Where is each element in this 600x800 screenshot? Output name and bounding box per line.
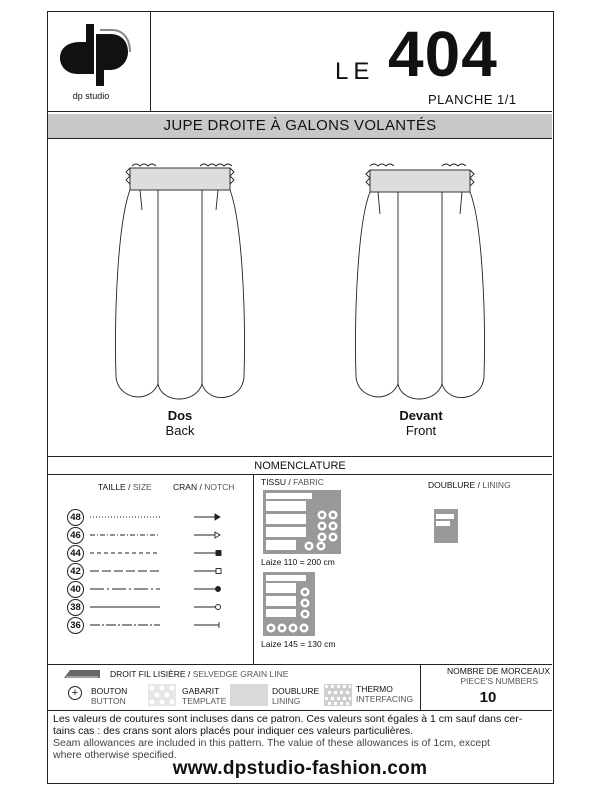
fabric-layout-145 bbox=[263, 572, 315, 636]
page-title: JUPE DROITE À GALONS VOLANTÉS bbox=[48, 114, 552, 138]
lining-legend-en: LINING bbox=[272, 696, 301, 706]
website-url[interactable]: www.dpstudio-fashion.com bbox=[172, 758, 428, 779]
size-36: 36 bbox=[67, 617, 84, 634]
model-prefix: LE bbox=[335, 58, 375, 85]
back-label bbox=[100, 408, 260, 438]
brand-name: dp studio bbox=[72, 91, 110, 101]
template-label-fr: GABARIT bbox=[182, 686, 220, 696]
lining-header-en: LINING bbox=[482, 480, 511, 490]
size-header bbox=[98, 482, 152, 492]
button-label bbox=[91, 686, 127, 706]
piece-count-label-en: PIECE'S NUMBERS bbox=[460, 676, 538, 686]
planche-label: PLANCHE 1/1 bbox=[428, 92, 517, 107]
piece-count-value: 10 bbox=[479, 689, 497, 706]
note-en-line1: Seam allowances are included in this pattern. The value of these allowances is of 1cm, except bbox=[53, 737, 490, 749]
size-40: 40 bbox=[67, 581, 84, 598]
skirt-back-drawing bbox=[110, 162, 250, 407]
pattern-sheet bbox=[47, 11, 554, 784]
back-label-fr: Dos bbox=[167, 408, 193, 423]
front-label-fr: Devant bbox=[399, 408, 443, 423]
grain-line-fr: DROIT FIL LISIÈRE / bbox=[110, 669, 191, 679]
note-fr-line2: tains cas : des crans sont alors placés pour indiquer ces valeurs particulières. bbox=[53, 725, 414, 737]
interfacing-label bbox=[356, 684, 413, 704]
laize-110: Laize 110 = 200 cm bbox=[261, 557, 335, 567]
logo bbox=[56, 20, 132, 100]
model-number: 404 bbox=[388, 18, 498, 90]
size-48: 48 bbox=[67, 509, 84, 526]
lining-layout bbox=[434, 509, 458, 543]
note-fr-line1: Les valeurs de coutures sont incluses dans ce patron. Ces valeurs sont égales à 1 cm sauf dans cer- bbox=[53, 713, 523, 725]
back-label-en: Back bbox=[165, 423, 195, 438]
fabric-header-en: FABRIC bbox=[293, 477, 324, 487]
front-label bbox=[341, 408, 501, 438]
size-38: 38 bbox=[67, 599, 84, 616]
size-44: 44 bbox=[67, 545, 84, 562]
lining-swatch-icon bbox=[230, 684, 268, 706]
notch-header-fr: CRAN / bbox=[173, 482, 202, 492]
interfacing-label-en: INTERFACING bbox=[356, 694, 414, 704]
button-icon: + bbox=[68, 686, 82, 700]
template-label bbox=[182, 686, 226, 706]
dp-logo-icon bbox=[56, 20, 132, 88]
grain-line-label bbox=[110, 669, 288, 679]
size-42: 42 bbox=[67, 563, 84, 580]
interfacing-swatch-icon bbox=[324, 684, 352, 706]
interfacing-label-fr: THERMO bbox=[356, 684, 393, 694]
fabric-header bbox=[261, 477, 324, 487]
grain-line-en: SELVEDGE GRAIN LINE bbox=[192, 669, 289, 679]
button-label-en: BUTTON bbox=[91, 696, 126, 706]
template-swatch-icon bbox=[148, 684, 176, 706]
button-label-fr: BOUTON bbox=[91, 686, 128, 696]
size-header-fr: TAILLE / bbox=[98, 482, 131, 492]
size-line-styles bbox=[88, 509, 228, 637]
front-label-en: Front bbox=[405, 423, 437, 438]
lining-legend-fr: DOUBLURE bbox=[272, 686, 320, 696]
lining-legend-label bbox=[272, 686, 319, 706]
skirt-front-drawing bbox=[350, 162, 490, 407]
template-label-en: TEMPLATE bbox=[182, 696, 227, 706]
piece-count-label bbox=[428, 666, 550, 686]
grain-line-icon bbox=[62, 668, 102, 680]
lining-header-fr: DOUBLURE / bbox=[428, 480, 480, 490]
piece-count-label-fr: NOMBRE DE MORCEAUX bbox=[447, 666, 550, 676]
size-46: 46 bbox=[67, 527, 84, 544]
note-en-line2: where otherwise specified. bbox=[53, 749, 177, 761]
seam-allowance-note bbox=[53, 713, 549, 761]
fabric-header-fr: TISSU / bbox=[261, 477, 291, 487]
laize-145: Laize 145 = 130 cm bbox=[261, 639, 336, 649]
nomenclature-title: NOMENCLATURE bbox=[254, 460, 346, 472]
lining-header bbox=[428, 480, 511, 490]
notch-header bbox=[173, 482, 234, 492]
size-header-en: SIZE bbox=[132, 482, 152, 492]
notch-header-en: NOTCH bbox=[204, 482, 235, 492]
fabric-layout-110 bbox=[263, 490, 341, 554]
